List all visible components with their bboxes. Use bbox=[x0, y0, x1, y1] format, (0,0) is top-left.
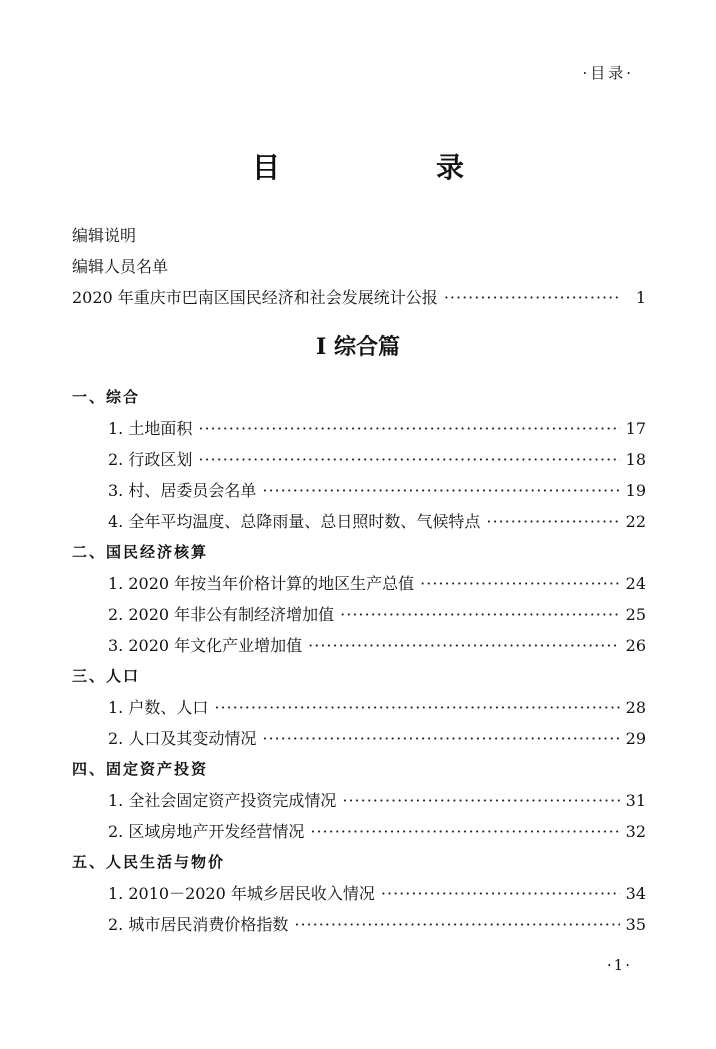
dot-leader bbox=[342, 785, 619, 816]
front-matter-list bbox=[72, 220, 646, 313]
section-heading: 四、固定资产投资 bbox=[72, 760, 209, 778]
dot-leader bbox=[340, 599, 619, 630]
front-item-label: 编辑人员名单 bbox=[72, 257, 169, 276]
toc-entry-label: 3. 2020 年文化产业增加值 bbox=[108, 636, 303, 655]
page-number: 26 bbox=[625, 636, 646, 655]
toc-entry-label: 2. 2020 年非公有制经济增加值 bbox=[108, 605, 335, 624]
toc-entry-label: 1. 土地面积 bbox=[108, 419, 193, 438]
toc-entry[interactable] bbox=[72, 475, 646, 506]
page-number: 34 bbox=[625, 884, 646, 903]
toc-entry-label: 2. 行政区划 bbox=[108, 450, 193, 469]
front-item-editorial-notes[interactable] bbox=[72, 220, 646, 251]
section-heading: 三、人口 bbox=[72, 667, 141, 685]
page-number: 18 bbox=[625, 450, 646, 469]
dot-leader bbox=[198, 444, 619, 475]
toc-entry[interactable] bbox=[72, 444, 646, 475]
dot-leader bbox=[444, 282, 620, 313]
dot-leader bbox=[198, 413, 619, 444]
page-number: 31 bbox=[625, 791, 646, 810]
toc-entry[interactable] bbox=[72, 413, 646, 444]
toc-entry[interactable] bbox=[72, 816, 646, 847]
toc-entry-label: 2. 城市居民消费价格指数 bbox=[108, 915, 289, 934]
page-number: 24 bbox=[625, 574, 646, 593]
page-number: 1 bbox=[635, 288, 646, 307]
page-number: 32 bbox=[625, 822, 646, 841]
dot-leader bbox=[214, 692, 619, 723]
toc bbox=[72, 382, 646, 940]
toc-entry[interactable] bbox=[72, 568, 646, 599]
front-item-label: 编辑说明 bbox=[72, 226, 137, 245]
toc-entry[interactable] bbox=[72, 630, 646, 661]
page-number: 28 bbox=[625, 698, 646, 717]
dot-leader bbox=[294, 909, 619, 940]
front-item-statistical-bulletin[interactable] bbox=[72, 282, 646, 313]
front-item-label: 2020 年重庆市巴南区国民经济和社会发展统计公报 bbox=[72, 288, 438, 307]
dot-leader bbox=[308, 630, 619, 661]
toc-entry-label: 4. 全年平均温度、总降雨量、总日照时数、气候特点 bbox=[108, 512, 481, 531]
part-title: I 综合篇 bbox=[316, 334, 400, 360]
toc-entry-label: 1. 全社会固定资产投资完成情况 bbox=[108, 791, 337, 810]
page-number: 19 bbox=[625, 481, 646, 500]
section-heading: 二、国民经济核算 bbox=[72, 543, 209, 561]
toc-entry[interactable] bbox=[72, 785, 646, 816]
toc-entry-label: 1. 2020 年按当年价格计算的地区生产总值 bbox=[108, 574, 415, 593]
toc-entry-label: 1. 户数、人口 bbox=[108, 698, 209, 717]
toc-entry-label: 2. 区域房地产开发经营情况 bbox=[108, 822, 305, 841]
page-number: 29 bbox=[625, 729, 646, 748]
toc-entry[interactable] bbox=[72, 723, 646, 754]
toc-entry[interactable] bbox=[72, 878, 646, 909]
dot-leader bbox=[420, 568, 619, 599]
front-item-editors-list[interactable] bbox=[72, 251, 646, 282]
running-head: ·目录· bbox=[582, 64, 634, 82]
toc-entry[interactable] bbox=[72, 506, 646, 537]
page-number: 17 bbox=[625, 419, 646, 438]
dot-leader bbox=[486, 506, 619, 537]
page-title: 目 录 bbox=[251, 151, 528, 184]
toc-entry[interactable] bbox=[72, 599, 646, 630]
page-number: 22 bbox=[625, 512, 646, 531]
toc-entry[interactable] bbox=[72, 909, 646, 940]
section-heading: 一、综合 bbox=[72, 388, 141, 406]
page-number: 35 bbox=[625, 915, 646, 934]
page-number: 25 bbox=[625, 605, 646, 624]
toc-entry-label: 3. 村、居委员会名单 bbox=[108, 481, 257, 500]
dot-leader bbox=[310, 816, 619, 847]
toc-entry-label: 2. 人口及其变动情况 bbox=[108, 729, 257, 748]
section-heading: 五、人民生活与物价 bbox=[72, 853, 226, 871]
toc-entry-label: 1. 2010－2020 年城乡居民收入情况 bbox=[108, 884, 375, 903]
dot-leader bbox=[262, 723, 619, 754]
footer-page-number: ·1· bbox=[606, 956, 632, 974]
dot-leader bbox=[262, 475, 619, 506]
dot-leader bbox=[381, 878, 620, 909]
toc-entry[interactable] bbox=[72, 692, 646, 723]
